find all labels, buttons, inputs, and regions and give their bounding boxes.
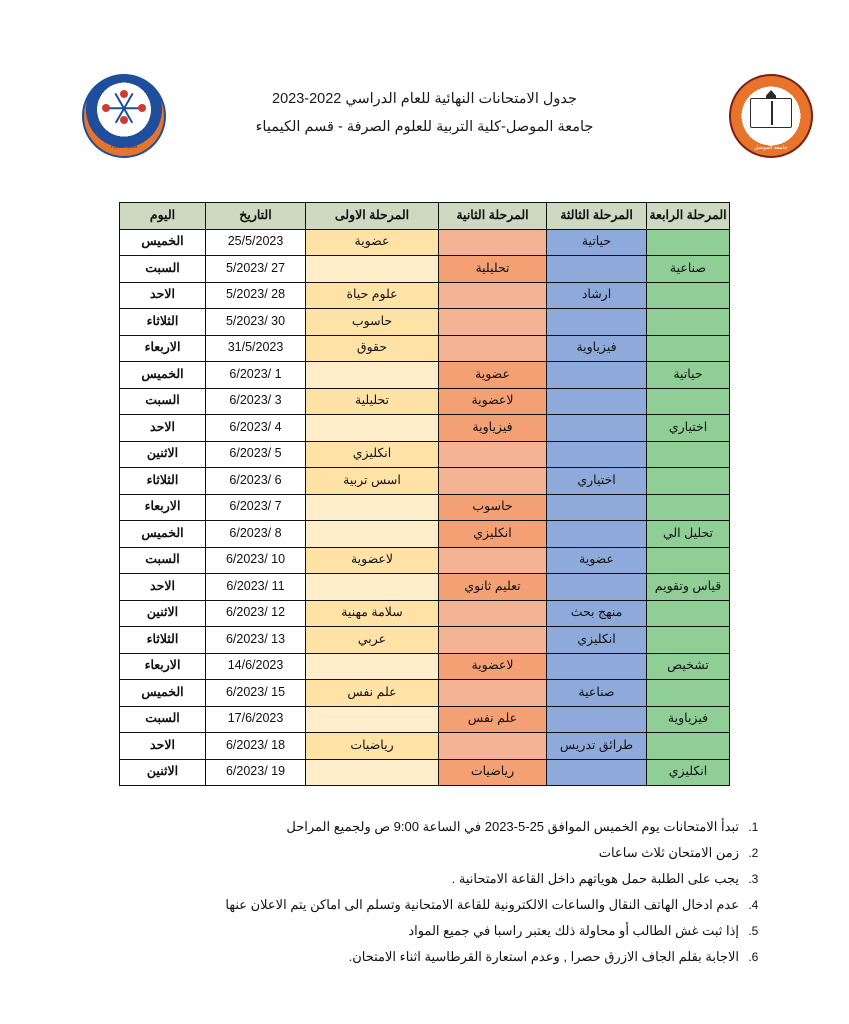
chemistry-department-logo [82, 74, 166, 158]
cell-stage3 [547, 362, 647, 389]
cell-stage1: انكليزي [306, 441, 439, 468]
cell-stage2 [439, 309, 547, 336]
cell-stage4 [647, 335, 730, 362]
cell-stage1: عربي [306, 627, 439, 654]
cell-stage3 [547, 494, 647, 521]
cell-stage3 [547, 574, 647, 601]
cell-stage1: سلامة مهنية [306, 600, 439, 627]
cell-stage4: تحليل الي [647, 521, 730, 548]
cell-stage1 [306, 415, 439, 442]
column-header-stage2: المرحلة الثانية [439, 203, 547, 230]
cell-stage1 [306, 759, 439, 786]
cell-stage2: عضوية [439, 362, 547, 389]
cell-stage2 [439, 600, 547, 627]
cell-stage3 [547, 415, 647, 442]
table-row [120, 521, 730, 548]
table-row [120, 335, 730, 362]
cell-stage2 [439, 627, 547, 654]
document-header [22, 70, 827, 180]
cell-stage4 [647, 627, 730, 654]
cell-stage4 [647, 309, 730, 336]
cell-date: 18 /6/2023 [206, 733, 306, 760]
cell-date: 31/5/2023 [206, 335, 306, 362]
cell-date: 7 /6/2023 [206, 494, 306, 521]
cell-stage3: ارشاد [547, 282, 647, 309]
cell-date: 10 /6/2023 [206, 547, 306, 574]
cell-stage1: علم نفس [306, 680, 439, 707]
cell-day: الاحد [120, 733, 206, 760]
cell-stage3: صناعية [547, 680, 647, 707]
note-item: 1. تبدأ الامتحانات يوم الخميس الموافق 25-5-2023 في الساعة 9:00 ص ولجميع المراحل [92, 814, 745, 840]
table-row [120, 600, 730, 627]
cell-stage4 [647, 680, 730, 707]
cell-stage1: حقوق [306, 335, 439, 362]
document-sheet [22, 14, 827, 1010]
cell-date: 25/5/2023 [206, 229, 306, 256]
note-item: 4. عدم ادخال الهاتف النقال والساعات الالكترونية للقاعة الامتحانية وتسلم الى اماكن يتم الاعلان عنها [92, 892, 745, 918]
cell-date: 11 /6/2023 [206, 574, 306, 601]
table-header-row [120, 203, 730, 230]
cell-stage3 [547, 388, 647, 415]
cell-stage2: انكليزي [439, 521, 547, 548]
university-logo [729, 74, 813, 158]
table-row [120, 547, 730, 574]
cell-stage1 [306, 574, 439, 601]
cell-day: الثلاثاء [120, 468, 206, 495]
cell-stage3 [547, 256, 647, 283]
cell-date: 12 /6/2023 [206, 600, 306, 627]
table-row [120, 653, 730, 680]
note-item: 5. إذا ثبت غش الطالب أو محاولة ذلك يعتبر راسبا في جميع المواد [92, 918, 745, 944]
cell-stage4: انكليزي [647, 759, 730, 786]
column-header-stage1: المرحلة الاولى [306, 203, 439, 230]
cell-stage2: رياضيات [439, 759, 547, 786]
page-title: جدول الامتحانات النهائية للعام الدراسي 2022-2023 [272, 91, 577, 107]
cell-day: الثلاثاء [120, 627, 206, 654]
cell-stage3: حياتية [547, 229, 647, 256]
cell-stage2 [439, 441, 547, 468]
cell-stage4 [647, 282, 730, 309]
cell-stage4: صناعية [647, 256, 730, 283]
cell-stage4: تشخيص [647, 653, 730, 680]
table-row [120, 574, 730, 601]
cell-date: 30 /5/2023 [206, 309, 306, 336]
cell-date: 19 /6/2023 [206, 759, 306, 786]
table-row [120, 706, 730, 733]
cell-day: الاحد [120, 574, 206, 601]
cell-stage4 [647, 229, 730, 256]
table-row [120, 494, 730, 521]
cell-day: السبت [120, 388, 206, 415]
table-row [120, 627, 730, 654]
cell-stage4: قياس وتقويم [647, 574, 730, 601]
cell-day: الاثنين [120, 759, 206, 786]
cell-stage2 [439, 468, 547, 495]
university-logo-caption: جامعة الموصل [754, 145, 788, 151]
table-row [120, 733, 730, 760]
cell-stage3: فيزياوية [547, 335, 647, 362]
cell-stage4 [647, 468, 730, 495]
cell-date: 6 /6/2023 [206, 468, 306, 495]
table-row [120, 388, 730, 415]
table-row [120, 468, 730, 495]
note-item: 6. الاجابة بقلم الجاف الازرق حصرا , وعدم استعارة القرطاسية اثناء الامتحان. [92, 944, 745, 970]
cell-stage3: عضوية [547, 547, 647, 574]
cell-stage3: اختياري [547, 468, 647, 495]
cell-stage1: تحليلية [306, 388, 439, 415]
table-row [120, 362, 730, 389]
cell-date: 28 /5/2023 [206, 282, 306, 309]
cell-date: 4 /6/2023 [206, 415, 306, 442]
cell-day: الخميس [120, 680, 206, 707]
cell-stage3 [547, 653, 647, 680]
cell-stage1 [306, 494, 439, 521]
cell-day: الخميس [120, 521, 206, 548]
cell-date: 15 /6/2023 [206, 680, 306, 707]
cell-date: 8 /6/2023 [206, 521, 306, 548]
cell-date: 5 /6/2023 [206, 441, 306, 468]
table-body [120, 229, 730, 786]
cell-stage2: تعليم ثانوي [439, 574, 547, 601]
table-row [120, 759, 730, 786]
cell-day: الاربعاء [120, 335, 206, 362]
table-row [120, 415, 730, 442]
cell-stage2: علم نفس [439, 706, 547, 733]
chemistry-logo-caption: قسم الكيمياء [110, 144, 138, 150]
cell-stage1: اسس تربية [306, 468, 439, 495]
table-row [120, 309, 730, 336]
cell-day: الخميس [120, 362, 206, 389]
cell-day: الخميس [120, 229, 206, 256]
column-header-day: اليوم [120, 203, 206, 230]
table-row [120, 282, 730, 309]
cell-stage2 [439, 547, 547, 574]
cell-stage2: حاسوب [439, 494, 547, 521]
cell-stage4 [647, 547, 730, 574]
cell-stage1 [306, 653, 439, 680]
exam-schedule-table [119, 202, 730, 786]
cell-stage4: حياتية [647, 362, 730, 389]
cell-stage4 [647, 733, 730, 760]
cell-stage2 [439, 733, 547, 760]
cell-stage2 [439, 229, 547, 256]
cell-stage4 [647, 388, 730, 415]
cell-stage3 [547, 521, 647, 548]
cell-date: 27 /5/2023 [206, 256, 306, 283]
cell-stage2: لاعضوية [439, 388, 547, 415]
cell-stage4 [647, 600, 730, 627]
cell-day: الاحد [120, 415, 206, 442]
cell-stage2: تحليلية [439, 256, 547, 283]
cell-stage3 [547, 441, 647, 468]
cell-day: الاثنين [120, 441, 206, 468]
cell-stage3 [547, 309, 647, 336]
cell-stage1: لاعضوية [306, 547, 439, 574]
cell-date: 1 /6/2023 [206, 362, 306, 389]
cell-stage1: علوم حياة [306, 282, 439, 309]
cell-stage4 [647, 441, 730, 468]
cell-stage2: لاعضوية [439, 653, 547, 680]
cell-stage1 [306, 706, 439, 733]
table-row [120, 441, 730, 468]
cell-date: 14/6/2023 [206, 653, 306, 680]
cell-stage4 [647, 494, 730, 521]
cell-stage3: منهج بحث [547, 600, 647, 627]
cell-stage2 [439, 680, 547, 707]
cell-stage1 [306, 521, 439, 548]
cell-stage1: رياضيات [306, 733, 439, 760]
cell-stage3: طرائق تدريس [547, 733, 647, 760]
cell-stage1 [306, 256, 439, 283]
column-header-stage4: المرحلة الرابعة [647, 203, 730, 230]
table-row [120, 256, 730, 283]
cell-day: الاثنين [120, 600, 206, 627]
note-item: 2. زمن الامتحان ثلاث ساعات [92, 840, 745, 866]
cell-stage2 [439, 335, 547, 362]
cell-stage3 [547, 706, 647, 733]
notes-list [92, 814, 767, 970]
cell-day: الاربعاء [120, 653, 206, 680]
page-subtitle: جامعة الموصل-كلية التربية للعلوم الصرفة - قسم الكيمياء [255, 118, 594, 135]
cell-day: الثلاثاء [120, 309, 206, 336]
cell-stage3: انكليزي [547, 627, 647, 654]
cell-date: 3 /6/2023 [206, 388, 306, 415]
table-row [120, 680, 730, 707]
cell-stage1: عضوية [306, 229, 439, 256]
cell-stage1: حاسوب [306, 309, 439, 336]
cell-stage1 [306, 362, 439, 389]
note-item: 3. يجب على الطلبة حمل هوياتهم داخل القاعة الامتحانية . [92, 866, 745, 892]
cell-date: 17/6/2023 [206, 706, 306, 733]
cell-date: 13 /6/2023 [206, 627, 306, 654]
cell-stage4: فيزياوية [647, 706, 730, 733]
cell-stage4: اختياري [647, 415, 730, 442]
column-header-date: التاريخ [206, 203, 306, 230]
cell-day: السبت [120, 547, 206, 574]
table-row [120, 229, 730, 256]
cell-day: السبت [120, 256, 206, 283]
cell-day: الاحد [120, 282, 206, 309]
cell-stage2: فيزياوية [439, 415, 547, 442]
cell-day: السبت [120, 706, 206, 733]
cell-stage3 [547, 759, 647, 786]
column-header-stage3: المرحلة الثالثة [547, 203, 647, 230]
cell-day: الاربعاء [120, 494, 206, 521]
cell-stage2 [439, 282, 547, 309]
